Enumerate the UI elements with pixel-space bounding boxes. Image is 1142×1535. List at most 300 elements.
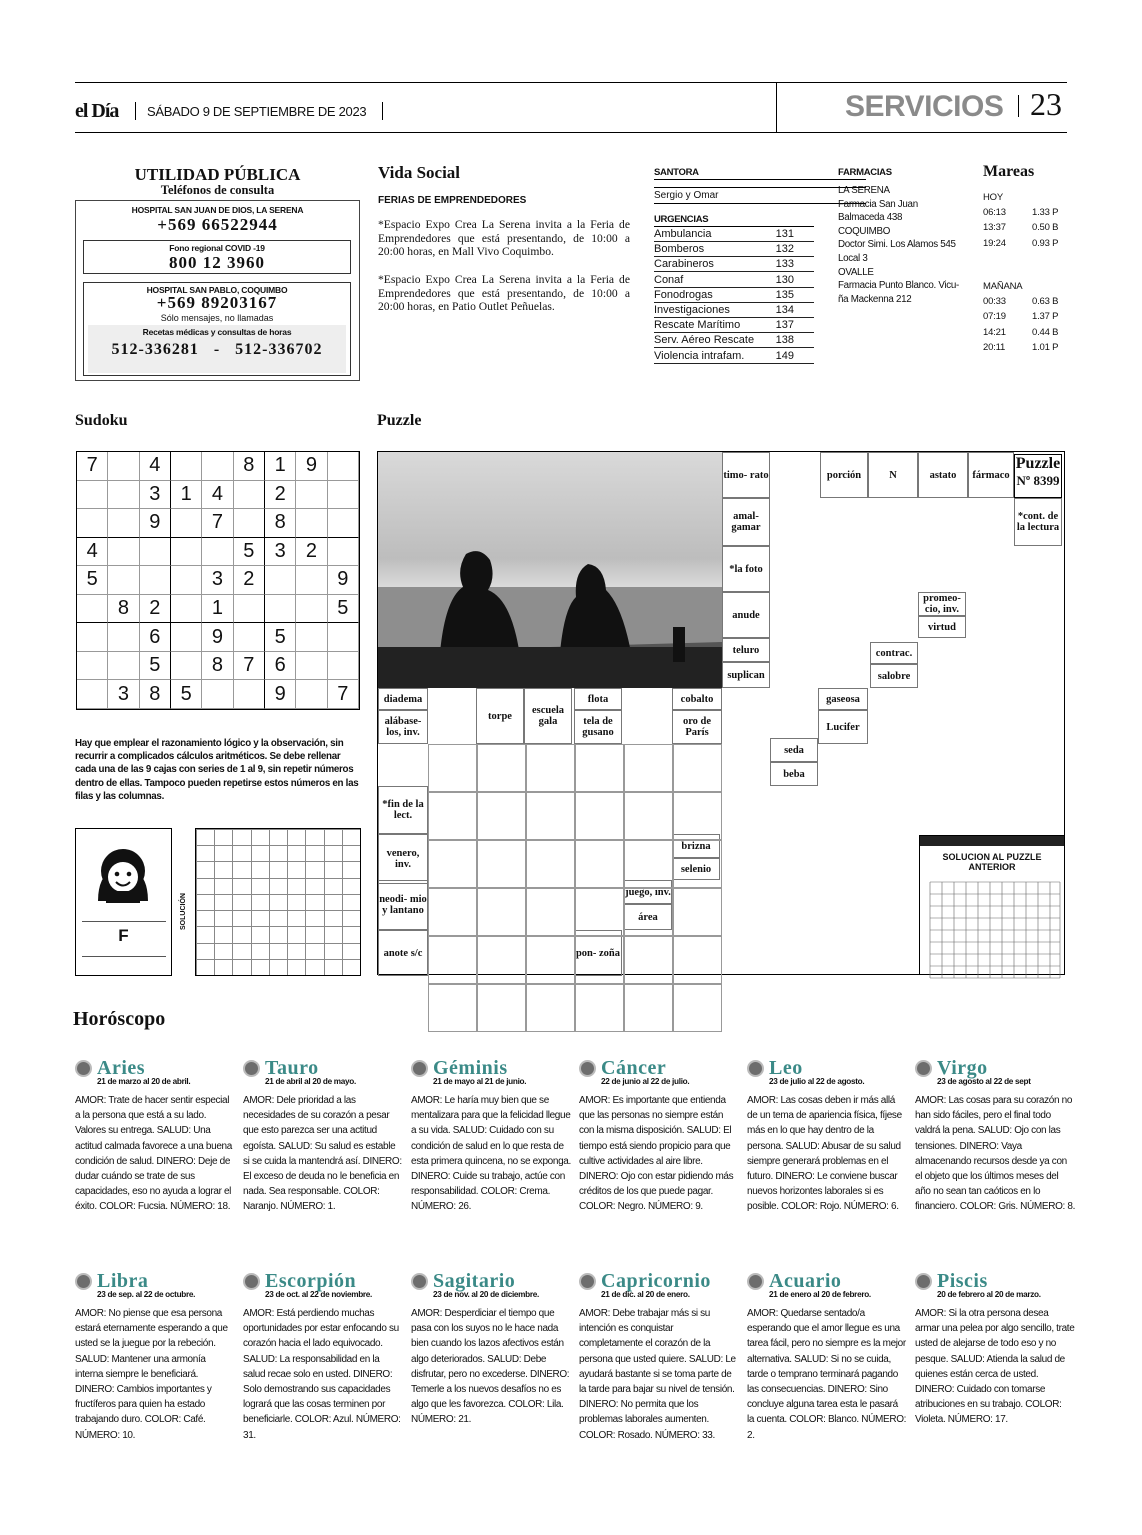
sudoku-cell: [77, 680, 108, 709]
zodiac-icon: [75, 1273, 92, 1290]
puzzle-clue: torpe: [476, 688, 524, 744]
puzzle-clue: tela de gusano: [574, 710, 622, 744]
header-bottom-rule: [75, 132, 1067, 133]
sudoku-cell: [234, 595, 265, 624]
sudoku-cell: [108, 623, 139, 652]
header-top-rule: [75, 82, 1067, 83]
solution-cell: [196, 959, 214, 975]
sudoku-cell: [234, 680, 265, 709]
puzzle-answer-cell: [575, 744, 624, 792]
marea-value: 1.37 P: [1032, 311, 1059, 323]
solution-cell: [232, 943, 250, 959]
farmacias-list: [838, 184, 963, 306]
horoscopo-label: Horóscopo: [73, 1008, 166, 1030]
solution-cell: [251, 861, 269, 877]
sudoku-cell: [77, 652, 108, 681]
puzzle-answer-cell: [428, 840, 477, 888]
sudoku-cell: [265, 595, 296, 624]
puzzle-clue: *cont. de la lectura: [1014, 498, 1062, 546]
solution-cell: [251, 829, 269, 845]
sudoku-cell: [296, 623, 327, 652]
sudoku-cell: [140, 566, 171, 595]
sudoku-cell: 4: [77, 538, 108, 567]
solution-cell: [287, 829, 305, 845]
covid-box: [83, 240, 351, 274]
zodiac-icon: [579, 1273, 596, 1290]
zodiac-icon: [579, 1060, 596, 1077]
sudoku-cell: 9: [296, 452, 327, 481]
sign-text: AMOR: Trate de hacer sentir especial a la persona que está a su lado. Valores su entrega. SALUD: Una actitud calmada favorece a una buena condición de salud. DINERO: Deje de dudar cuándo se trate de sus capacidades, eso no ayuda a lograr el éxito. COLOR: Fucsia. NÚMERO: 18.: [75, 1095, 232, 1213]
sudoku-cell: 9: [328, 566, 359, 595]
sudoku-cell: 2: [296, 538, 327, 567]
solution-cell: [251, 943, 269, 959]
puzzle-clue: promeo- cio, inv.: [918, 592, 966, 616]
puzzle-answer-cell: [673, 888, 722, 936]
solution-cell: [214, 959, 232, 975]
sudoku-cell: [296, 481, 327, 510]
solution-cell: [324, 845, 342, 861]
solution-cell: [196, 878, 214, 894]
sign-date: 21 de enero al 20 de febrero.: [769, 1290, 871, 1299]
urgencia-name: Fonodrogas: [654, 288, 713, 301]
solution-cell: [196, 894, 214, 910]
section-title: SERVICIOS: [845, 90, 1004, 123]
marea-value: 1.33 P: [1032, 207, 1059, 218]
sudoku-cell: [77, 623, 108, 652]
puzzle-answer-cell: [477, 888, 526, 936]
puzzle-clue: brizna: [672, 834, 720, 858]
mareas-hoy-label: HOY: [983, 192, 1003, 203]
sudoku-cell: [171, 509, 202, 538]
sudoku-cell: 9: [140, 509, 171, 538]
sign-name: Escorpión: [265, 1270, 357, 1292]
sign-date: 21 de mayo al 21 de junio.: [433, 1077, 527, 1086]
sign-name: Libra: [97, 1270, 149, 1292]
sign-date: 21 de marzo al 20 de abril.: [97, 1077, 191, 1086]
puzzle-answer-cell: [428, 936, 477, 984]
puzzle-answer-cell: [624, 840, 673, 888]
horoscope-sign: [915, 1270, 1075, 1428]
farmacias-label: FARMACIAS: [838, 167, 892, 178]
sudoku-cell: [296, 595, 327, 624]
marea-time: 07:19: [983, 311, 1006, 323]
marea-value: 1.01 P: [1032, 341, 1059, 353]
puzzle-clue: alábase- los, inv.: [378, 710, 428, 744]
sign-date: 22 de junio al 22 de julio.: [601, 1077, 690, 1086]
sudoku-grid: [76, 451, 360, 710]
solution-cell: [232, 861, 250, 877]
urgencia-name: Rescate Marítimo: [654, 319, 741, 332]
horoscope-sign: [411, 1057, 571, 1215]
solution-cell: [214, 943, 232, 959]
farmacia-line: Balmaceda 438: [838, 212, 903, 224]
santora-names: Sergio y Omar: [654, 190, 719, 201]
vida-social-paragraph: *Espacio Expo Crea La Serena invita a la Feria de Emprendedores que está presentando, de 10:00 a 20:00 horas, en Patio Outlet Peñuelas.: [378, 273, 630, 313]
sudoku-cell: [296, 652, 327, 681]
marea-time: 06:13: [983, 207, 1006, 218]
sudoku-cell: 8: [265, 509, 296, 538]
sudoku-cell: [108, 538, 139, 567]
hospital-serena-phone: +569 66522944: [157, 215, 278, 234]
hospital-coquimbo-label: HOSPITAL SAN PABLO, COQUIMBO: [146, 285, 288, 295]
urgencias-label: URGENCIAS: [654, 214, 709, 225]
sudoku-solution-grid: [195, 828, 361, 976]
solution-cell: [287, 845, 305, 861]
solution-cell: [324, 894, 342, 910]
sign-name: Cáncer: [601, 1057, 667, 1079]
sudoku-cell: [77, 595, 108, 624]
utilidad-subtitle: Teléfonos de consulta: [160, 183, 275, 197]
sudoku-cell: 8: [140, 680, 171, 709]
solution-cell: [324, 878, 342, 894]
solution-cell: [214, 845, 232, 861]
sudoku-cell: 3: [265, 538, 296, 567]
urgencia-number: 132: [775, 243, 794, 256]
puzzle-answer-cell: [526, 984, 575, 1032]
puzzle-answer-cell: [428, 744, 477, 792]
sunset-photo: [378, 452, 722, 688]
sign-date: 23 de nov. al 20 de diciembre.: [433, 1290, 539, 1299]
sudoku-cell: [234, 623, 265, 652]
sudoku-cell: 1: [202, 595, 233, 624]
sudoku-instructions: Hay que emplear el razonamiento lógico y la observación, sin recurrir a complicados cálculos aritméticos. Se debe rellenar cada una de las 9 cajas con series de 1 al 9, sin repetir números dentro de ellas. Tampoco pueden repetirse estos números en las filas y las columnas.: [75, 738, 359, 802]
puzzle-answer-cell: [575, 888, 624, 936]
sudoku-cell: 6: [140, 623, 171, 652]
sign-text: AMOR: Le haría muy bien que se mentalizara para que la felicidad llegue a su vida. SALUD: Cuidado con su condición de salud en lo que resta de esta primera quincena, no se exponga. DINERO: Cuide su trabajo, actúe con responsabilidad. COLOR: Crema. NÚMERO: 26.: [411, 1095, 571, 1213]
puzzle-clue: amal- gamar: [722, 498, 770, 546]
hospital-coquimbo-phone: +569 89203167: [156, 293, 278, 312]
solution-cell: [269, 878, 287, 894]
puzzle-clue: N: [868, 452, 918, 498]
vida-social-subtitle: FERIAS DE EMPRENDEDORES: [378, 195, 527, 206]
sudoku-cell: 4: [140, 452, 171, 481]
sign-text: AMOR: Debe trabajar más si su intención es conquistar completamente el corazón de la persona que usted quiere. SALUD: Le ayudará bastante si se toma parte de la tarde para bajar su nivel de tensión. DINERO: No permita que los problemas laborales aumenten. COLOR: Rosado. NÚMERO: 33.: [579, 1308, 736, 1441]
urgencia-number: 137: [775, 319, 794, 332]
urgencia-row: [654, 227, 814, 242]
sudoku-cell: 9: [265, 680, 296, 709]
solution-cell: [251, 878, 269, 894]
urgencia-name: Bomberos: [654, 243, 705, 256]
puzzle-clue: flota: [574, 688, 622, 710]
puzzle-clue: contrac.: [870, 642, 918, 664]
urgencia-number: 138: [775, 334, 794, 347]
solution-cell: [269, 910, 287, 926]
horoscope-sign: [243, 1057, 403, 1215]
sudoku-cell: [328, 652, 359, 681]
urgencia-row: [654, 288, 814, 303]
solution-cell: [287, 943, 305, 959]
solution-cell: [232, 878, 250, 894]
puzzle-answer-cell: [477, 936, 526, 984]
urgencia-row: [654, 242, 814, 257]
sign-name: Leo: [769, 1057, 803, 1079]
solution-cell: [324, 861, 342, 877]
puzzle-answer-cell: [526, 840, 575, 888]
sign-name: Aries: [97, 1057, 146, 1079]
puzzle-clue: oro de París: [672, 710, 722, 744]
solution-cell: [196, 861, 214, 877]
solution-cell: [305, 894, 323, 910]
solution-cell: [196, 926, 214, 942]
solution-cell: [305, 861, 323, 877]
puzzle-answer-cell: [575, 840, 624, 888]
sudoku-cell: [328, 623, 359, 652]
solution-cell: [196, 943, 214, 959]
sign-name: Piscis: [937, 1270, 988, 1292]
farmacia-line: COQUIMBO: [838, 225, 891, 237]
vida-social-paragraph: *Espacio Expo Crea La Serena invita a la Feria de Emprendedores que está presentando, de 10:00 a 20:00 horas, en Mall Vivo Coquimbo.: [378, 218, 630, 258]
solution-cell: [324, 829, 342, 845]
santora-label: SANTORA: [654, 167, 699, 178]
puzzle-answer-cell: [673, 840, 722, 888]
puzzle-answer-cell: [575, 936, 624, 984]
sudoku-cell: 3: [140, 481, 171, 510]
sign-name: Tauro: [265, 1057, 319, 1079]
covid-label: Fono regional COVID -19: [169, 243, 265, 253]
face-icon: [76, 829, 171, 919]
solution-cell: [324, 943, 342, 959]
marea-time: 13:37: [983, 222, 1006, 234]
solution-cell: [269, 829, 287, 845]
puzzle-answer-cell: [673, 936, 722, 984]
sign-name: Capricornio: [601, 1270, 711, 1292]
sudoku-cell: [328, 481, 359, 510]
puzzle-clue: anote s/c: [378, 930, 428, 976]
sudoku-cell: 8: [108, 595, 139, 624]
urgencia-number: 149: [775, 349, 794, 362]
solution-cell: [287, 861, 305, 877]
sudoku-cell: 2: [234, 566, 265, 595]
puzzle-answer-cell: [624, 936, 673, 984]
marea-value: 0.93 P: [1032, 237, 1059, 249]
urgencia-row: [654, 349, 814, 364]
puzzle-answer-cell: [624, 984, 673, 1032]
solution-cell: [287, 926, 305, 942]
sign-text: AMOR: Dele prioridad a las necesidades de su corazón a pesar que esto parezca ser una actitud egoísta. SALUD: Su salud es estable si se cuida la mantendrá así. DINERO: El exceso de deuda no le beneficia en nada. Sea responsable. COLOR: Naranjo. NÚMERO: 1.: [243, 1095, 402, 1213]
solution-cell: [269, 959, 287, 975]
solution-cell: [214, 878, 232, 894]
hospital-coquimbo-box: [83, 282, 351, 376]
puzzle-label: Puzzle: [377, 412, 422, 429]
puzzle-answer-cell: [624, 792, 673, 840]
urgencia-name: Investigaciones: [654, 304, 730, 316]
horoscope-sign: [747, 1057, 907, 1215]
sudoku-cell: 7: [202, 509, 233, 538]
puzzle-clue: suplican: [722, 662, 770, 688]
puzzle-answer-cell: [673, 744, 722, 792]
zodiac-icon: [411, 1273, 428, 1290]
sudoku-cell: [171, 652, 202, 681]
solution-cell: [287, 910, 305, 926]
solution-cell: [342, 845, 360, 861]
solution-cell: [305, 829, 323, 845]
solution-cell: [196, 845, 214, 861]
sign-name: Géminis: [433, 1057, 508, 1079]
zodiac-icon: [915, 1060, 932, 1077]
sudoku-cell: 5: [328, 595, 359, 624]
solution-cell: [251, 926, 269, 942]
recetas-label: Recetas médicas y consultas de horas: [142, 327, 292, 337]
puzzle-answer-cell: [624, 744, 673, 792]
puzzle-answer-cell: [526, 888, 575, 936]
puzzle-clue: selenio: [672, 858, 720, 880]
sudoku-cell: [108, 652, 139, 681]
recetas-phone: 512-336281 - 512-336702: [111, 341, 323, 358]
brand-logo: el Día: [75, 100, 119, 122]
puzzle-answer-cell: [624, 888, 673, 936]
solution-cell: [269, 861, 287, 877]
urgencia-row: [654, 257, 814, 272]
puzzle-clue: *fin de la lect.: [378, 786, 428, 834]
puzzle-number: Nº 8399: [1016, 473, 1060, 488]
solution-cell: [305, 959, 323, 975]
urgencia-number: 135: [775, 288, 794, 301]
solution-title: SOLUCION AL PUZZLE ANTERIOR: [942, 852, 1042, 872]
sudoku-level-box: [75, 828, 172, 976]
covid-phone: 800 12 3960: [169, 253, 265, 272]
solution-cell: [324, 959, 342, 975]
sign-date: 23 de sep. al 22 de octubre.: [97, 1290, 196, 1299]
farmacia-line: OVALLE: [838, 266, 874, 278]
sudoku-cell: 5: [140, 652, 171, 681]
header-divider: [776, 82, 777, 132]
sudoku-cell: 5: [234, 538, 265, 567]
urgencia-number: 131: [775, 228, 794, 240]
puzzle-clue: seda: [770, 738, 818, 762]
sign-name: Virgo: [937, 1057, 988, 1079]
puzzle-clue: virtud: [918, 616, 966, 638]
puzzle-clue: timo- rato: [722, 452, 770, 498]
puzzle-badge-title: Puzzle: [1015, 455, 1061, 472]
sign-name: Acuario: [769, 1270, 842, 1292]
puzzle-answer-cell: [477, 984, 526, 1032]
marea-time: 14:21: [983, 326, 1006, 338]
urgencia-name: Ambulancia: [654, 228, 712, 240]
solution-cell: [342, 878, 360, 894]
sudoku-cell: [202, 680, 233, 709]
solution-cell: [251, 894, 269, 910]
solution-grid: [920, 872, 1064, 982]
sudoku-cell: [328, 452, 359, 481]
sudoku-cell: 1: [171, 481, 202, 510]
sudoku-cell: 5: [77, 566, 108, 595]
marea-time: 19:24: [983, 237, 1006, 249]
puzzle-clue: anude: [722, 592, 770, 638]
mareas-manana-label: MAÑANA: [983, 281, 1023, 292]
sign-date: 21 de dic. al 20 de enero.: [601, 1290, 690, 1299]
sudoku-cell: [171, 623, 202, 652]
solution-cell: [287, 894, 305, 910]
hospital-serena-label: HOSPITAL SAN JUAN DE DIOS, LA SERENA: [131, 205, 304, 215]
difficulty-letter: F: [118, 926, 129, 945]
urgencia-row: [654, 273, 814, 288]
puzzle-clue: Lucifer: [818, 710, 868, 744]
sudoku-cell: 7: [234, 652, 265, 681]
urgencia-row: [654, 333, 814, 348]
sudoku-cell: [296, 680, 327, 709]
farmacia-line: LA SERENA: [838, 185, 890, 196]
sign-text: AMOR: Está perdiendo muchas oportunidades por estar enfocando su corazón hacia el lado equivocado. SALUD: La responsabilidad en la salud recae solo en usted. DINERO: Solo demostrando sus capacidades logrará que las cosas terminen por beneficiarle. COLOR: Azul. NÚMERO: 31.: [243, 1308, 401, 1441]
solution-cell: [214, 926, 232, 942]
sudoku-cell: [77, 481, 108, 510]
solution-cell: [269, 845, 287, 861]
solution-cell: [342, 959, 360, 975]
puzzle-clue: gaseosa: [818, 688, 868, 710]
sudoku-cell: [202, 538, 233, 567]
puzzle-clue: escuela gala: [524, 688, 572, 744]
puzzle-answer-cell: [477, 840, 526, 888]
vida-social-title: Vida Social: [378, 163, 461, 182]
puzzle-answer-cell: [526, 936, 575, 984]
sudoku-cell: [140, 538, 171, 567]
solution-cell: [342, 861, 360, 877]
urgencia-row: [654, 318, 814, 333]
zodiac-icon: [747, 1273, 764, 1290]
zodiac-icon: [243, 1060, 260, 1077]
sudoku-cell: [328, 509, 359, 538]
puzzle-answer-cell: [428, 888, 477, 936]
urgencia-number: 130: [775, 273, 794, 286]
puzzle-answer-cell: [477, 744, 526, 792]
solution-cell: [232, 894, 250, 910]
solution-cell: [196, 829, 214, 845]
sign-name: Sagitario: [433, 1270, 516, 1292]
sudoku-cell: [265, 566, 296, 595]
zodiac-icon: [915, 1273, 932, 1290]
solution-cell: [342, 910, 360, 926]
urgencia-number: 134: [775, 304, 794, 316]
solution-cell: [287, 878, 305, 894]
sudoku-cell: 8: [202, 652, 233, 681]
utilidad-title: UTILIDAD PÚBLICA: [134, 165, 301, 184]
sudoku-cell: 5: [265, 623, 296, 652]
sudoku-cell: [234, 481, 265, 510]
sign-text: AMOR: Si la otra persona desea armar una pelea por algo sencillo, trate usted de alejarse de todo eso y no pesque. SALUD: Atienda la salud de quienes están cerca de usted. DINERO: Cuidado con tomarse atribuciones en su trabajo. COLOR: Violeta. NÚMERO: 17.: [915, 1308, 1075, 1426]
header-date: SÁBADO 9 DE SEPTIEMBRE DE 2023: [147, 104, 367, 119]
farmacia-line: Local 3: [838, 252, 868, 264]
sudoku-cell: 5: [171, 680, 202, 709]
urgencia-name: Conaf: [654, 273, 684, 286]
sudoku-cell: 8: [234, 452, 265, 481]
zodiac-icon: [75, 1060, 92, 1077]
sudoku-cell: 9: [202, 623, 233, 652]
farmacia-line: Farmacia Punto Blanco. Vicu-: [838, 280, 960, 292]
horoscope-sign: [747, 1270, 907, 1443]
puzzle-answer-cell: [575, 792, 624, 840]
solucion-label: SOLUCIÓN: [180, 893, 187, 930]
solution-cell: [232, 926, 250, 942]
marea-value: 0.44 B: [1032, 326, 1059, 338]
solution-cell: [305, 926, 323, 942]
solution-cell: [232, 829, 250, 845]
solution-cell: [305, 910, 323, 926]
crossword-puzzle: [377, 451, 1065, 975]
solution-cell: [232, 845, 250, 861]
hospital-coquimbo-note: Sólo mensajes, no llamadas: [160, 313, 274, 323]
puzzle-clue: neodi- mio y lantano: [378, 880, 428, 930]
sign-text: AMOR: Las cosas para su corazón no han sido fáciles, pero el final todo valdrá la pena. SALUD: Ojo con las tensiones. DINERO: Vaya almacenando recursos desde ya con el objeto que los últimos meses del año no sean tan caóticos en lo financiero. COLOR: Gris. NÚMERO: 8.: [915, 1095, 1076, 1213]
sign-text: AMOR: Las cosas deben ir más allá de un tema de apariencia física, fíjese más en lo que hay dentro de la persona. SALUD: Abusar de su salud siempre generará problemas en el futuro. DINERO: Le conviene buscar nuevos horizontes laborales si es posible. COLOR: Rojo. NÚMERO: 6.: [747, 1095, 902, 1213]
puzzle-clue: fármaco: [968, 452, 1014, 498]
sudoku-cell: [108, 481, 139, 510]
solution-cell: [305, 943, 323, 959]
farmacia-line: Farmacia San Juan: [838, 198, 918, 210]
puzzle-clue: porción: [820, 452, 868, 498]
sudoku-cell: [171, 538, 202, 567]
solution-cell: [214, 894, 232, 910]
sudoku-cell: [108, 509, 139, 538]
horoscope-sign: [579, 1270, 739, 1443]
